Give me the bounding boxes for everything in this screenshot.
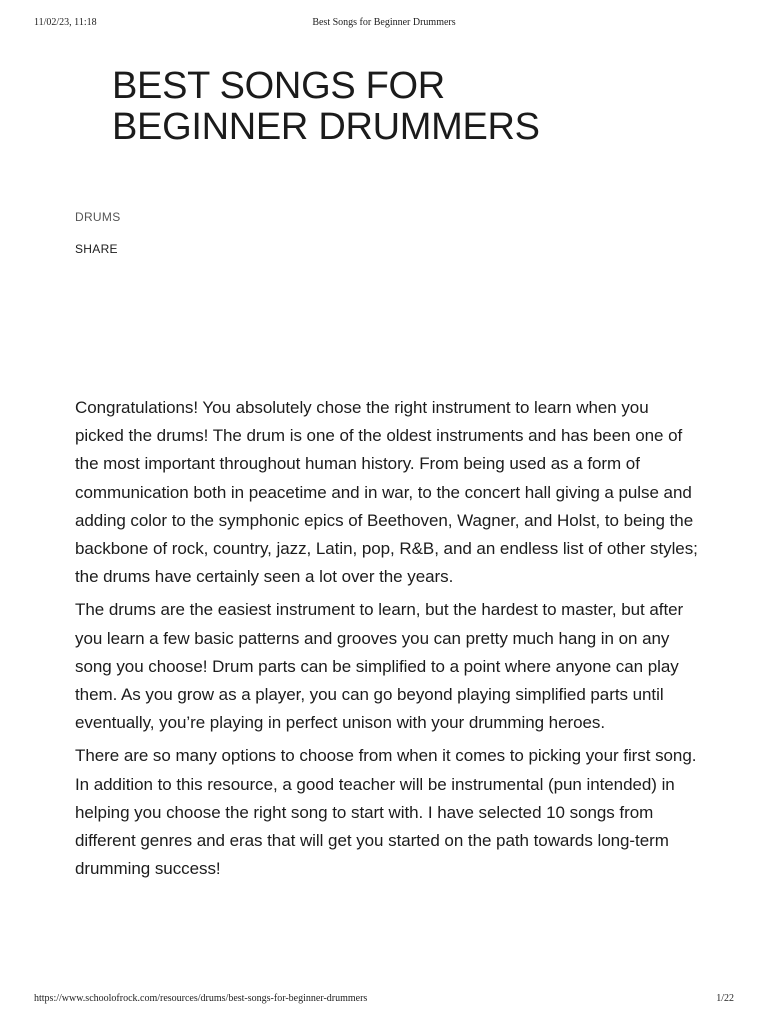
page-title bbox=[112, 66, 672, 148]
category-link-drums[interactable]: DRUMS bbox=[75, 210, 121, 224]
print-document-title: Best Songs for Beginner Drummers bbox=[312, 17, 456, 28]
share-button[interactable]: SHARE bbox=[75, 242, 118, 256]
article-paragraph-1: Congratulations! You absolutely chose the right instrument to learn when you picked the drums! The drum is one of the oldest instruments and has been one of the most important throughout human history. From being used as a form of communication both in peacetime and in war, to the concert hall giving a pulse and adding color to the symphonic epics of Beethoven, Wagner, and Holst, to being the backbone of rock, country, jazz, Latin, pop, R&B, and an endless list of other styles; the drums have certainly seen a lot over the years. bbox=[75, 398, 698, 587]
article-paragraph-3: There are so many options to choose from when it comes to picking your first song. In addition to this resource, a good teacher will be instrumental (pun intended) in helping you choose the right song to start with. I have selected 10 songs from different genres and eras that will get you started on the path towards long-term drumming success! bbox=[75, 746, 697, 879]
article-body bbox=[75, 394, 700, 888]
print-datetime: 11/02/23, 11:18 bbox=[34, 17, 97, 28]
print-footer bbox=[0, 993, 768, 1007]
print-header bbox=[0, 17, 768, 31]
print-url: https://www.schoolofrock.com/resources/drums/best-songs-for-beginner-drummers bbox=[34, 993, 368, 1004]
print-page-number: 1/22 bbox=[716, 993, 734, 1004]
page-title-line-1: BEST SONGS FOR bbox=[112, 65, 445, 107]
page-title-line-2: BEGINNER DRUMMERS bbox=[112, 106, 540, 148]
article-paragraph-2: The drums are the easiest instrument to learn, but the hardest to master, but after you learn a few basic patterns and grooves you can pretty much hang in on any song you choose! Drum parts can be simplified to a point where anyone can play them. As you grow as a player, you can go beyond playing simplified parts until eventually, you’re playing in perfect unison with your drumming heroes. bbox=[75, 600, 684, 733]
